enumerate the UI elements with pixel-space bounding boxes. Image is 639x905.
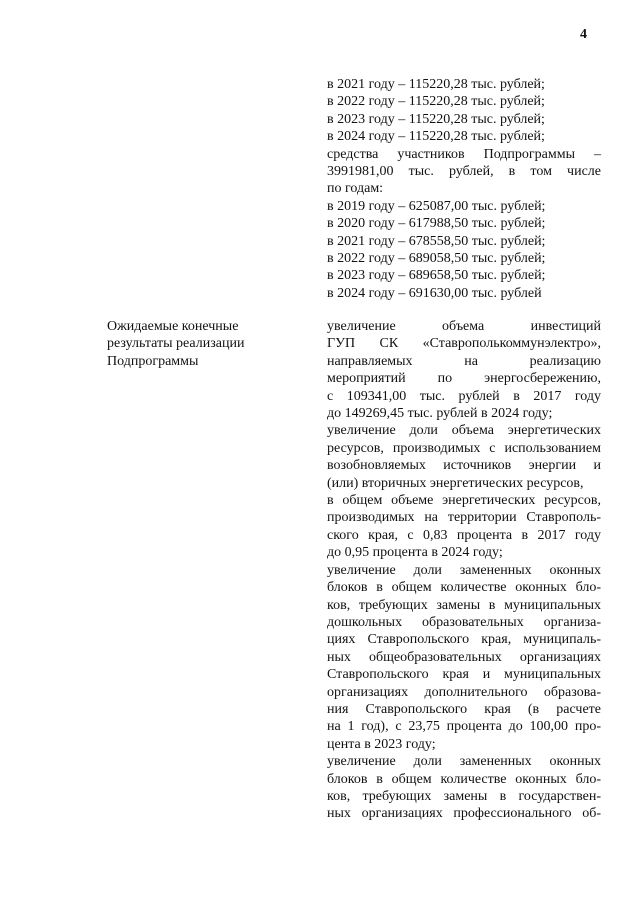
text-line: организациях дополнительного образова- [327, 684, 601, 700]
label-line: Подпрограммы [107, 353, 199, 369]
text-line: мероприятий по энергосбережению, [327, 371, 601, 387]
text-line: ГУП СК «Ставрополькоммунэлектро», [327, 336, 601, 352]
text-line: ков, требующих замены в муниципальных [327, 597, 601, 613]
text-line: в 2024 году – 115220,28 тыс. рублей; [327, 129, 545, 145]
text-line: увеличение доли замененных оконных [327, 562, 601, 578]
text-line: в 2022 году – 115220,28 тыс. рублей; [327, 94, 545, 110]
page-number: 4 [580, 27, 587, 42]
text-line: в 2022 году – 689058,50 тыс. рублей; [327, 251, 546, 267]
text-line: цента в 2023 году; [327, 736, 436, 752]
text-line: 3991981,00 тыс. рублей, в том числе [327, 164, 601, 180]
text-line: дошкольных образовательных организа- [327, 614, 601, 630]
label-line: Ожидаемые конечные [107, 319, 239, 334]
text-line: производимых на территории Ставрополь- [327, 510, 601, 526]
text-line: в 2023 году – 689658,50 тыс. рублей; [327, 268, 546, 284]
text-line: в 2019 году – 625087,00 тыс. рублей; [327, 198, 546, 214]
text-line: направляемых на реализацию [327, 353, 601, 369]
text-line: в 2024 году – 691630,00 тыс. рублей [327, 285, 542, 301]
text-line: Ставропольского края и муниципальных [327, 667, 601, 683]
results-label [107, 318, 277, 370]
text-line: средства участников Подпрограммы – [327, 146, 601, 162]
text-line: до 0,95 процента в 2024 году; [327, 545, 503, 561]
text-line: блоков в общем количестве оконных бло- [327, 771, 601, 787]
text-line: ков, требующих замены в государствен- [327, 788, 601, 804]
text-line: в 2021 году – 115220,28 тыс. рублей; [327, 77, 545, 92]
text-line: по годам: [327, 181, 384, 197]
text-line: ресурсов, производимых с использованием [327, 440, 601, 456]
financing-text [327, 76, 601, 302]
text-line: (или) вторичных энергетических ресурсов, [327, 475, 584, 491]
text-line: в общем объеме энергетических ресурсов, [327, 493, 601, 509]
text-line: увеличение объема инвестиций [327, 319, 601, 334]
text-line: увеличение доли объема энергетических [327, 423, 601, 439]
text-line: в 2023 году – 115220,28 тыс. рублей; [327, 111, 545, 127]
label-line: результаты реализации [107, 336, 245, 352]
text-line: блоков в общем количестве оконных бло- [327, 580, 601, 596]
text-line: с 109341,00 тыс. рублей в 2017 году [327, 388, 601, 404]
text-line: до 149269,45 тыс. рублей в 2024 году; [327, 406, 553, 422]
text-line: ных организациях профессионального об- [327, 806, 601, 822]
text-line: в 2020 году – 617988,50 тыс. рублей; [327, 216, 546, 232]
text-line: циях Ставропольского края, муниципаль- [327, 632, 601, 648]
text-line: ных общеобразовательных организациях [327, 649, 601, 665]
results-text [327, 318, 601, 823]
text-line: увеличение доли замененных оконных [327, 754, 601, 770]
text-line: ния Ставропольского края (в расчете [327, 701, 601, 717]
text-line: возобновляемых источников энергии и [327, 458, 601, 474]
text-line: в 2021 году – 678558,50 тыс. рублей; [327, 233, 546, 249]
text-line: ского края, с 0,83 процента в 2017 году [327, 527, 601, 543]
text-line: на 1 год), с 23,75 процента до 100,00 про- [327, 719, 601, 735]
